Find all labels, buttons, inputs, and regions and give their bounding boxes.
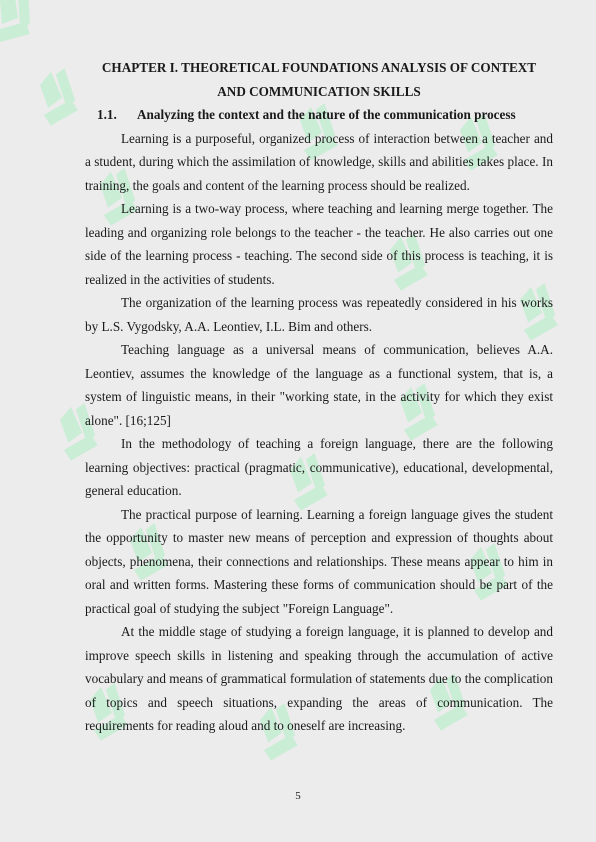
page-number: 5 xyxy=(295,790,301,802)
paragraph: The organization of the learning process was repeatedly considered in his works by L.S. Vygodsky, A.A. Leontiev, I.L. Bim and others. xyxy=(85,295,553,334)
chapter-title xyxy=(85,56,553,103)
chapter-title-line2: AND COMMUNICATION SKILLS xyxy=(217,83,421,99)
paragraph: At the middle stage of studying a foreign language, it is planned to develop and improve speech skills in listening and speaking through the accumulation of active vocabulary and means of grammatical formulation of statements due to the complication of topics and speech situations, expanding the areas of communication. The requirements for reading aloud and to oneself are increasing. xyxy=(85,624,553,733)
paragraph: The practical purpose of learning. Learning a foreign language gives the student the opportunity to master new means of perception and expression of thoughts about objects, phenomena, their connections and relationships. These means appear to him in oral and written forms. Mastering these forms of communication should be part of the practical goal of studying the subject "Foreign Language". xyxy=(85,506,553,616)
section-number: 1.1. xyxy=(97,107,117,122)
section-title: Analyzing the context and the nature of the communication process xyxy=(137,107,516,122)
document-body xyxy=(85,56,553,738)
paragraph: In the methodology of teaching a foreign language, there are the following learning objectives: practical (pragmatic, communicative), educational, developmental, general education. xyxy=(85,436,553,498)
paragraph: Learning is a purposeful, organized process of interaction between a teacher and a student, during which the assimilation of knowledge, skills and abilities takes place. In training, the goals and content of the learning process should be realized. xyxy=(85,130,553,193)
section-heading xyxy=(85,103,553,127)
paragraph: Teaching language as a universal means of communication, believes A.A. Leontiev, assumes the knowledge of the language as a functional system, that is, a system of linguistic means, in their "working state, in the activity for which they exist alone". [16;125] xyxy=(85,342,553,428)
paragraph: Learning is a two-way process, where teaching and learning merge together. The leading and organizing role belongs to the teacher - the teacher. He also carries out one side of the learning process - teaching. The second side of this process is teaching, it is realized in the activities of students. xyxy=(85,201,553,287)
chapter-title-line1: CHAPTER I. THEORETICAL FOUNDATIONS ANALYSIS OF CONTEXT xyxy=(101,60,537,75)
